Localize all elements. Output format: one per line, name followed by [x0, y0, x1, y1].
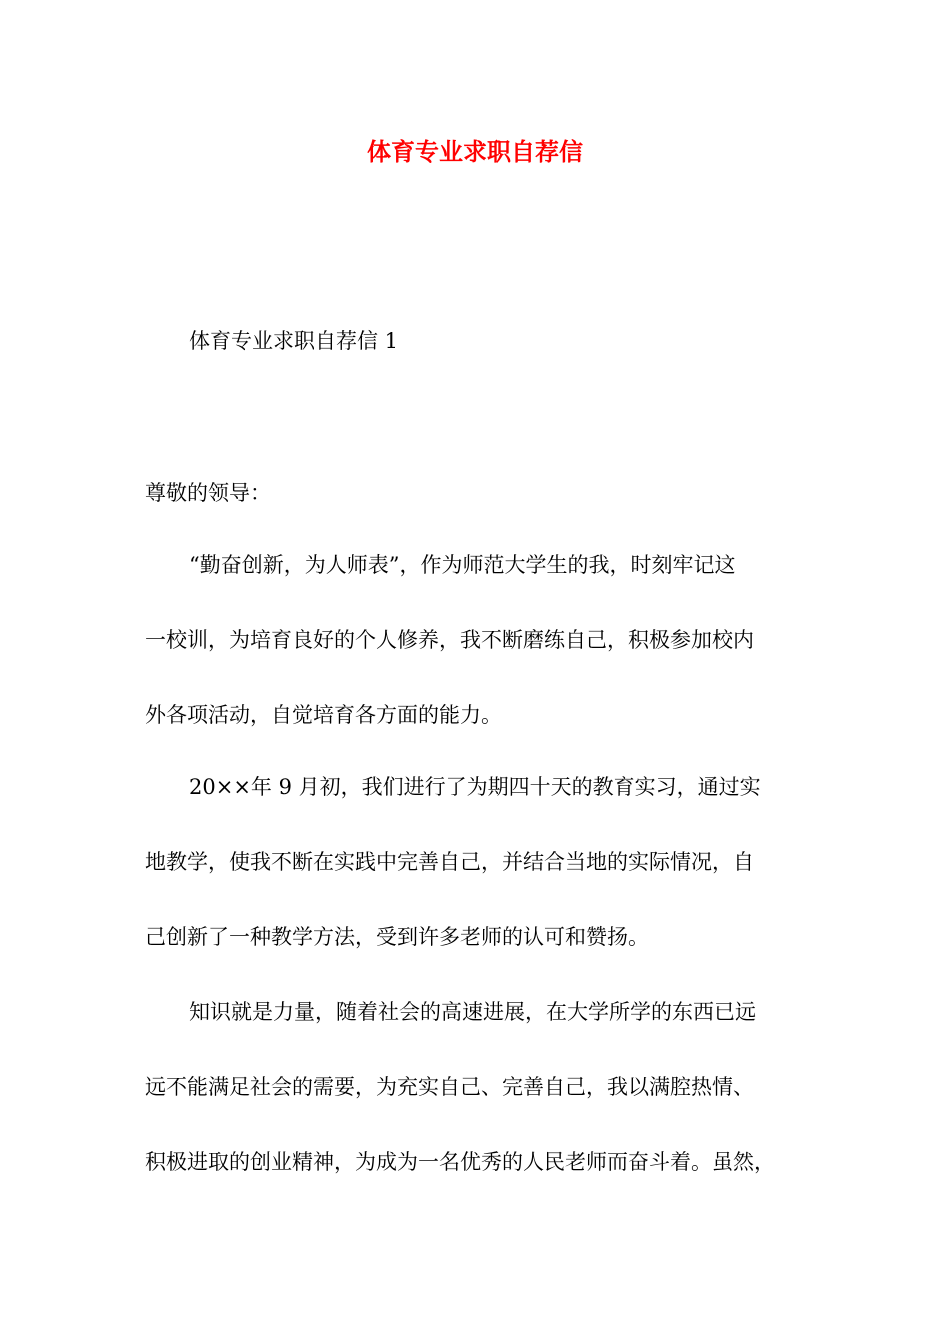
- paragraph-1-line-1: “勤奋创新，为人师表”，作为师范大学生的我，时刻牢记这: [189, 553, 736, 577]
- document-title: 体育专业求职自荐信: [367, 137, 583, 166]
- letter-heading: 体育专业求职自荐信 1: [189, 329, 399, 353]
- paragraph-1-line-2: 一校训，为培育良好的个人修养，我不断磨练自己，积极参加校内: [145, 628, 754, 652]
- paragraph-2-line-1: 20××年 9 月初，我们进行了为期四十天的教育实习，通过实: [189, 775, 761, 799]
- paragraph-3-line-3: 积极进取的创业精神，为成为一名优秀的人民老师而奋斗着。虽然，: [145, 1150, 775, 1174]
- paragraph-1-line-3: 外各项活动，自觉培育各方面的能力。: [145, 703, 502, 727]
- paragraph-2-line-2: 地教学，使我不断在实践中完善自己，并结合当地的实际情况，自: [145, 850, 754, 874]
- paragraph-3-line-2: 远不能满足社会的需要，为充实自己、完善自己，我以满腔热情、: [145, 1075, 754, 1099]
- paragraph-2-line-3: 己创新了一种教学方法，受到许多老师的认可和赞扬。: [145, 925, 649, 949]
- paragraph-3-line-1: 知识就是力量，随着社会的高速进展，在大学所学的东西已远: [189, 1000, 756, 1024]
- salutation: 尊敬的领导：: [145, 481, 271, 505]
